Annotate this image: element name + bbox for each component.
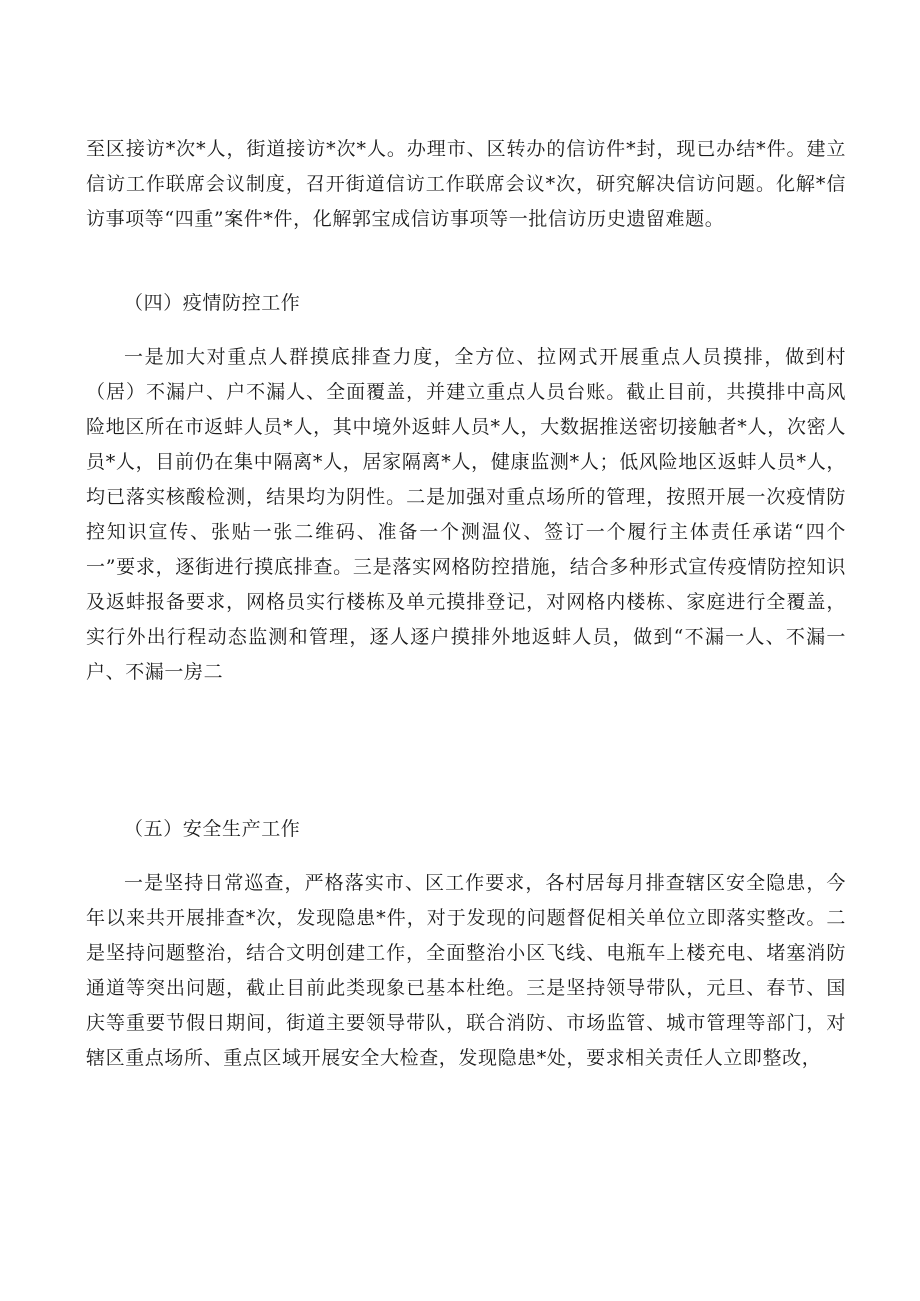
paragraph-petition-continuation xyxy=(86,132,846,237)
paragraph-text: 一是坚持日常巡查，严格落实市、区工作要求，各村居每月排查辖区安全隐患，今年以来共开展排查*次，发现隐患*件，对于发现的问题督促相关单位立即落实整改。二是坚持问题整治，结合文明创建工作，全面整治小区飞线、电瓶车上楼充电、堵塞消防通道等突出问题，截止目前此类现象已基本杜绝。三是坚持领导带队，元旦、春节、国庆等重要节假日期间，街道主要领导带队，联合消防、市场监管、城市管理等部门，对辖区重点场所、重点区域开展安全大检查，发现隐患*处，要求相关责任人立即整改， xyxy=(86,872,846,1069)
paragraph-epidemic-control xyxy=(86,340,846,690)
section-heading-safety-production: （五）安全生产工作 xyxy=(124,818,301,840)
paragraph-text: 至区接访*次*人，街道接访*次*人。办理市、区转办的信访件*封，现已办结*件。建立信访工作联席会议制度，召开街道信访工作联席会议*次，研究解决信访问题。化解*信访事项等“四重”案件*件，化解郭宝成信访事项等一批信访历史遗留难题。 xyxy=(86,138,846,230)
section-heading-epidemic-control: （四）疫情防控工作 xyxy=(124,292,301,314)
paragraph-safety-production xyxy=(86,866,846,1076)
paragraph-text: 一是加大对重点人群摸底排查力度，全方位、拉网式开展重点人员摸排，做到村（居）不漏户、户不漏人、全面覆盖，并建立重点人员台账。截止目前，共摸排中高风险地区所在市返蚌人员*人，其中境外返蚌人员*人，大数据推送密切接触者*人，次密人员*人，目前仍在集中隔离*人，居家隔离*人，健康监测*人；低风险地区返蚌人员*人，均已落实核酸检测，结果均为阴性。二是加强对重点场所的管理，按照开展一次疫情防控知识宣传、张贴一张二维码、准备一个测温仪、签订一个履行主体责任承诺“四个一”要求，逐街进行摸底排查。三是落实网格防控措施，结合多种形式宣传疫情防控知识及返蚌报备要求，网格员实行楼栋及单元摸排登记，对网格内楼栋、家庭进行全覆盖，实行外出行程动态监测和管理，逐人逐户摸排外地返蚌人员，做到“不漏一人、不漏一户、不漏一房二 xyxy=(86,346,846,683)
